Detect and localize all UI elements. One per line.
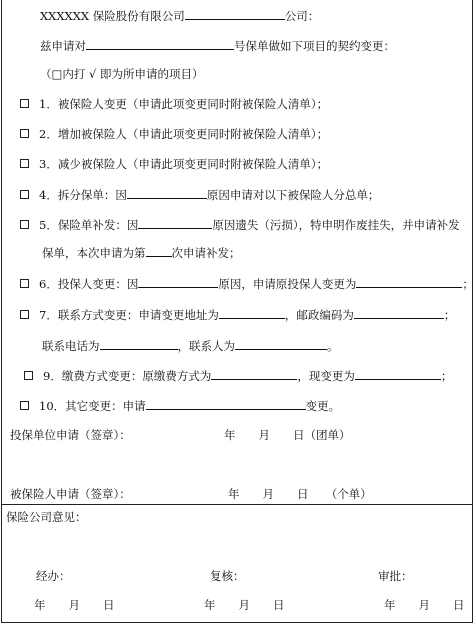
item-5-label-b: 原因遗失（污损），特申明作废挂失，并申请补发 xyxy=(212,218,460,232)
item-2 xyxy=(20,127,328,141)
item-4 xyxy=(20,187,379,202)
item-7-checkbox[interactable] xyxy=(20,310,29,319)
handler-label: 经办： xyxy=(36,569,71,583)
applicant-signature-label: 投保单位申请（签章）： xyxy=(10,428,131,442)
item-7-contact-field[interactable] xyxy=(235,338,327,350)
change-application-form xyxy=(1,0,473,623)
item-7-label-d: 联系电话为 xyxy=(42,339,100,353)
item-3-checkbox[interactable] xyxy=(20,159,29,168)
item-7-label-c: ； xyxy=(443,308,456,322)
item-5-label-d: 次申请补发； xyxy=(171,246,241,260)
item-6-reason-field[interactable] xyxy=(138,276,218,288)
item-6-new-holder-field[interactable] xyxy=(356,276,462,288)
item-2-label: 2．增加被保险人（申请此项变更同时附被保险人清单）； xyxy=(39,127,329,141)
instruction-note: （□内打 √ 即为所申请的项目） xyxy=(40,67,204,81)
item-6-checkbox[interactable] xyxy=(20,279,29,288)
item-9-label-c: ； xyxy=(440,369,453,383)
item-4-checkbox[interactable] xyxy=(20,190,29,199)
item-9-label-a: 9．缴费方式变更：原缴费方式为 xyxy=(43,369,212,383)
applicant-date: 年 月 日（团单） xyxy=(224,428,351,442)
handler-date: 年 月 日 xyxy=(34,598,115,612)
company-branch-field[interactable] xyxy=(185,8,285,20)
item-2-checkbox[interactable] xyxy=(20,129,29,138)
item-5-label-a: 5．保险单补发：因 xyxy=(39,218,139,232)
approval-label: 审批： xyxy=(378,569,413,583)
item-10-label-b: 变更。 xyxy=(305,399,341,413)
item-10-details-field[interactable] xyxy=(146,398,306,410)
item-9-checkbox[interactable] xyxy=(24,371,33,380)
item-9-old-method-field[interactable] xyxy=(211,368,297,380)
insured-date: 年 月 日 （个单） xyxy=(228,487,372,501)
item-3-label: 3．减少被保险人（申请此项变更同时附被保险人清单）； xyxy=(39,157,329,171)
item-7-phone-field[interactable] xyxy=(100,338,178,350)
item-5-reason-field[interactable] xyxy=(138,217,212,229)
item-1 xyxy=(20,97,328,111)
item-6-label-b: 原因，申请原投保人变更为 xyxy=(218,277,357,291)
item-5-continued xyxy=(42,245,241,260)
company-opinion-label: 保险公司意见： xyxy=(6,510,87,524)
item-5 xyxy=(20,217,460,232)
item-6-label-c: ； xyxy=(462,277,474,291)
item-5-checkbox[interactable] xyxy=(20,220,29,229)
section-divider xyxy=(2,504,472,505)
item-7-label-f: 。 xyxy=(327,339,339,353)
item-4-label-b: 原因申请对以下被保险人分总单； xyxy=(206,188,380,202)
item-7-label-b: ，邮政编码为 xyxy=(284,308,354,322)
item-9-label-b: ，现变更为 xyxy=(297,369,355,383)
item-10-checkbox[interactable] xyxy=(20,401,29,410)
policy-number-field[interactable] xyxy=(86,38,234,50)
item-9-new-method-field[interactable] xyxy=(355,368,441,380)
company-name: XXXXXX 保险股份有限公司 xyxy=(40,9,185,23)
item-7-address-field[interactable] xyxy=(219,307,285,319)
header-line xyxy=(40,8,319,23)
request-suffix: 号保单做如下项目的契约变更： xyxy=(234,39,395,53)
request-prefix: 兹申请对 xyxy=(40,39,86,53)
review-label: 复核： xyxy=(210,569,245,583)
item-4-label-a: 4．拆分保单：因 xyxy=(39,188,127,202)
item-7-label-e: ，联系人为 xyxy=(177,339,235,353)
item-7-postcode-field[interactable] xyxy=(354,307,444,319)
company-suffix: 公司： xyxy=(284,9,320,23)
request-line xyxy=(40,38,395,53)
item-4-reason-field[interactable] xyxy=(127,187,207,199)
item-7-continued xyxy=(42,338,339,353)
item-9 xyxy=(24,368,452,383)
item-7 xyxy=(20,307,455,322)
insured-signature-label: 被保险人申请（签章）： xyxy=(10,487,131,501)
approval-date: 年 月 日 xyxy=(384,598,465,612)
item-1-label: 1．被保险人变更（申请此项变更同时附被保险人清单）； xyxy=(39,97,329,111)
item-10 xyxy=(20,398,340,413)
item-10-label-a: 10．其它变更：申请 xyxy=(39,399,146,413)
item-6-label-a: 6．投保人变更：因 xyxy=(39,277,139,291)
item-3 xyxy=(20,157,328,171)
item-5-count-field[interactable] xyxy=(146,245,172,257)
item-5-label-c: 保单，本次申请为第 xyxy=(42,246,146,260)
item-7-label-a: 7．联系方式变更：申请变更地址为 xyxy=(39,308,219,322)
review-date: 年 月 日 xyxy=(204,598,285,612)
item-6 xyxy=(20,276,474,291)
item-1-checkbox[interactable] xyxy=(20,99,29,108)
